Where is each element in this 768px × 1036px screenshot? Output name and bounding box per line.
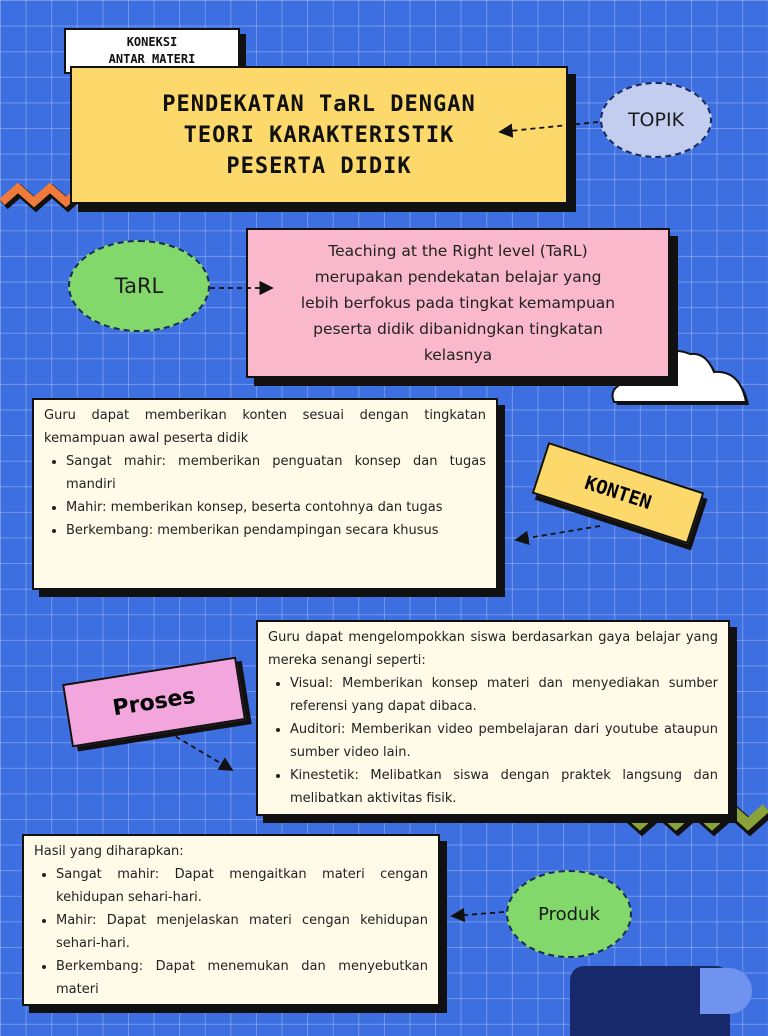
list-item: • Visual: Memberikan konsep materi dan menyediakan sumber referensi yang dapat dibaca. bbox=[290, 672, 718, 718]
topik-label: TOPIK bbox=[627, 109, 685, 131]
tag-line-2: ANTAR MATERI bbox=[108, 52, 196, 66]
title-line-2: TEORI KARAKTERISTIK bbox=[183, 122, 455, 148]
produk-arrow bbox=[452, 912, 504, 916]
definition-line-1: Teaching at the Right level (TaRL) bbox=[328, 242, 588, 260]
definition-line-5: kelasnya bbox=[423, 346, 493, 364]
title-line-1: PENDEKATAN TaRL DENGAN bbox=[162, 91, 476, 117]
list-item: • Mahir: Dapat menjelaskan materi cengan kehidupan sehari-hari. bbox=[56, 909, 428, 955]
tarl-label: TaRL bbox=[114, 274, 164, 298]
title-line-3: PESERTA DIDIK bbox=[226, 153, 412, 179]
list-item: • Auditori: Memberikan video pembelajaran dari youtube ataupun sumber video lain. bbox=[290, 718, 718, 764]
konten-label: KONTEN bbox=[581, 471, 655, 515]
list-item: • Berkembang: memberikan pendampingan secara khusus bbox=[66, 519, 486, 542]
list-item: • Sangat mahir: memberikan penguatan konsep dan tugas mandiri bbox=[66, 450, 486, 496]
topik-arrow bbox=[500, 122, 598, 132]
proses-intro: Guru dapat mengelompokkan siswa berdasarkan gaya belajar yang mereka senangi seperti: bbox=[268, 630, 718, 668]
list-item: • Kinestetik: Melibatkan siswa dengan praktek langsung dan melibatkan aktivitas fisik. bbox=[290, 764, 718, 810]
tag-line-1: KONEKSI bbox=[126, 35, 178, 49]
produk-intro: Hasil yang diharapkan: bbox=[34, 844, 184, 859]
list-item: • Mahir: memberikan konsep, beserta contohnya dan tugas bbox=[66, 496, 486, 519]
definition-line-2: merupakan pendekatan belajar yang bbox=[314, 268, 602, 286]
konten-arrow bbox=[516, 526, 600, 540]
produk-label: Produk bbox=[538, 903, 600, 925]
list-item: • Berkembang: Dapat menemukan dan menyebutkan materi bbox=[56, 955, 428, 1001]
proses-label: Proses bbox=[110, 683, 198, 721]
definition-line-3: lebih berfokus pada tingkat kemampuan bbox=[300, 294, 616, 312]
definition-line-4: peserta didik dibanidngkan tingkatan bbox=[313, 320, 603, 338]
konten-intro: Guru dapat memberikan konten sesuai dengan tingkatan kemampuan awal peserta didik bbox=[44, 408, 486, 446]
proses-arrow bbox=[168, 732, 232, 770]
list-item: • Sangat mahir: Dapat mengaitkan materi cengan kehidupan sehari-hari. bbox=[56, 863, 428, 909]
